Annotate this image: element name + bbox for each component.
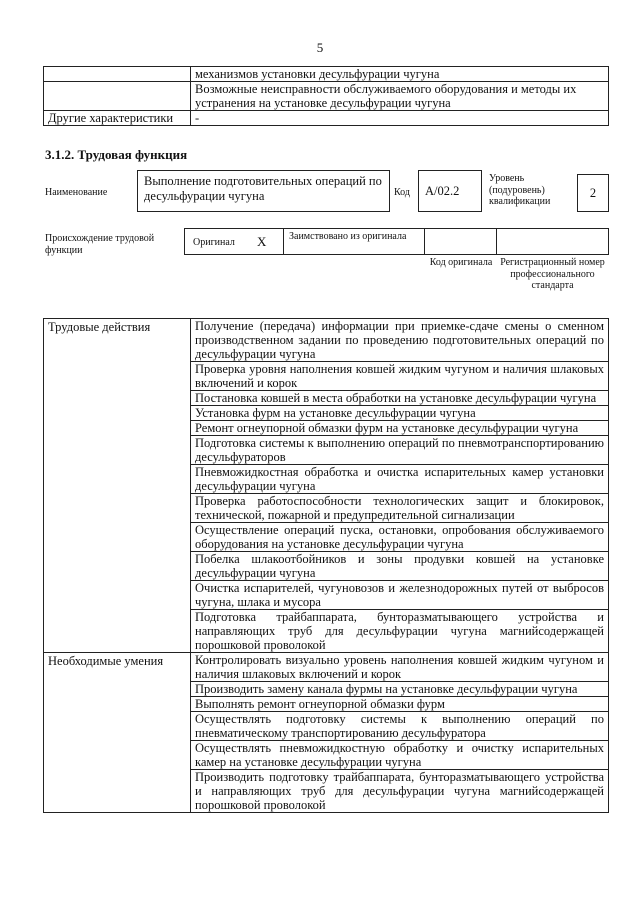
table-cell-label	[44, 82, 191, 111]
original-label: Оригинал	[193, 237, 235, 248]
labor-action-item: Подготовка трайбаппарата, бунторазматывающего устройства и направляющих труб для десульфурации чугуна магнийсодержащей порошковой проволокой	[191, 610, 609, 653]
skills-label: Необходимые умения	[44, 653, 191, 813]
skill-item: Производить замену канала фурмы на установке десульфурации чугуна	[191, 682, 609, 697]
skill-item: Производить подготовку трайбаппарата, бунторазматывающего устройства и направляющих труб для десульфурации чугуна магнийсодержащей порошковой проволокой	[191, 770, 609, 813]
labor-action-item: Установка фурм на установке десульфурации чугуна	[191, 406, 609, 421]
code-caption: Код оригинала	[429, 257, 493, 268]
table-cell-label: Другие характеристики	[44, 111, 191, 126]
reg-caption: Регистрационный номер профессионального стандарта	[500, 257, 605, 291]
labor-function-table	[43, 318, 609, 813]
labor-actions-label: Трудовые действия	[44, 319, 191, 653]
page-number: 5	[316, 40, 324, 55]
labor-action-item: Проверка работоспособности технологических защит и блокировок, технической, пожарной и предупредительной сигнализации	[191, 494, 609, 523]
table-row	[44, 319, 609, 362]
divider	[496, 228, 497, 255]
labor-action-item: Пневможидкостная обработка и очистка испарительных камер установки десульфурации чугуна	[191, 465, 609, 494]
labor-action-item: Осуществление операций пуска, остановки, опробования обслуживаемого оборудования на установке десульфурации чугуна	[191, 523, 609, 552]
table-row	[44, 67, 609, 82]
labor-action-item: Проверка уровня наполнения ковшей жидким чугуном и наличия шлаковых включений и корок	[191, 362, 609, 391]
skill-item: Контролировать визуально уровень наполнения ковшей жидким чугуном и наличия шлаковых включений и корок	[191, 653, 609, 682]
table-cell-label	[44, 67, 191, 82]
divider	[283, 228, 284, 255]
code-value: A/02.2	[418, 170, 482, 212]
name-label: Наименование	[45, 187, 108, 198]
origin-box	[184, 228, 609, 255]
level-value: 2	[577, 174, 609, 212]
code-label: Код	[394, 187, 410, 198]
table-cell-value: Возможные неисправности обслуживаемого оборудования и методы их устранения на установке десульфурации чугуна	[191, 82, 609, 111]
skill-item: Выполнять ремонт огнеупорной обмазки фурм	[191, 697, 609, 712]
top-table	[43, 66, 609, 126]
labor-action-item: Ремонт огнеупорной обмазки фурм на установке десульфурации чугуна	[191, 421, 609, 436]
table-row	[44, 111, 609, 126]
table-cell-value: механизмов установки десульфурации чугуна	[191, 67, 609, 82]
original-mark: X	[257, 234, 267, 249]
labor-action-item: Очистка испарителей, чугуновозов и железнодорожных путей от выбросов чугуна, шлака и мусора	[191, 581, 609, 610]
section-title: 3.1.2. Трудовая функция	[45, 147, 188, 162]
borrowed-label: Заимствовано из оригинала	[289, 231, 407, 242]
labor-action-item: Побелка шлакоотбойников и зоны продувки ковшей на установке десульфурации чугуна	[191, 552, 609, 581]
origin-label: Происхождение трудовой функции	[45, 233, 155, 256]
table-row	[44, 82, 609, 111]
labor-action-item: Подготовка системы к выполнению операций по пневмотранспортированию десульфураторов	[191, 436, 609, 465]
labor-action-item: Постановка ковшей в места обработки на установке десульфурации чугуна	[191, 391, 609, 406]
divider	[424, 228, 425, 255]
table-cell-value: -	[191, 111, 609, 126]
name-value: Выполнение подготовительных операций по десульфурации чугуна	[137, 170, 390, 212]
skill-item: Осуществлять пневможидкостную обработку и очистку испарительных камер на установке десульфурации чугуна	[191, 741, 609, 770]
skill-item: Осуществлять подготовку системы к выполнению операций по пневматическому транспортированию десульфуратора	[191, 712, 609, 741]
level-label: Уровень (подуровень) квалификации	[489, 173, 551, 207]
table-row	[44, 653, 609, 682]
labor-action-item: Получение (передача) информации при приемке-сдаче смены о сменном производственном задании по проведению подготовительных операций по десульфурации чугуна	[191, 319, 609, 362]
